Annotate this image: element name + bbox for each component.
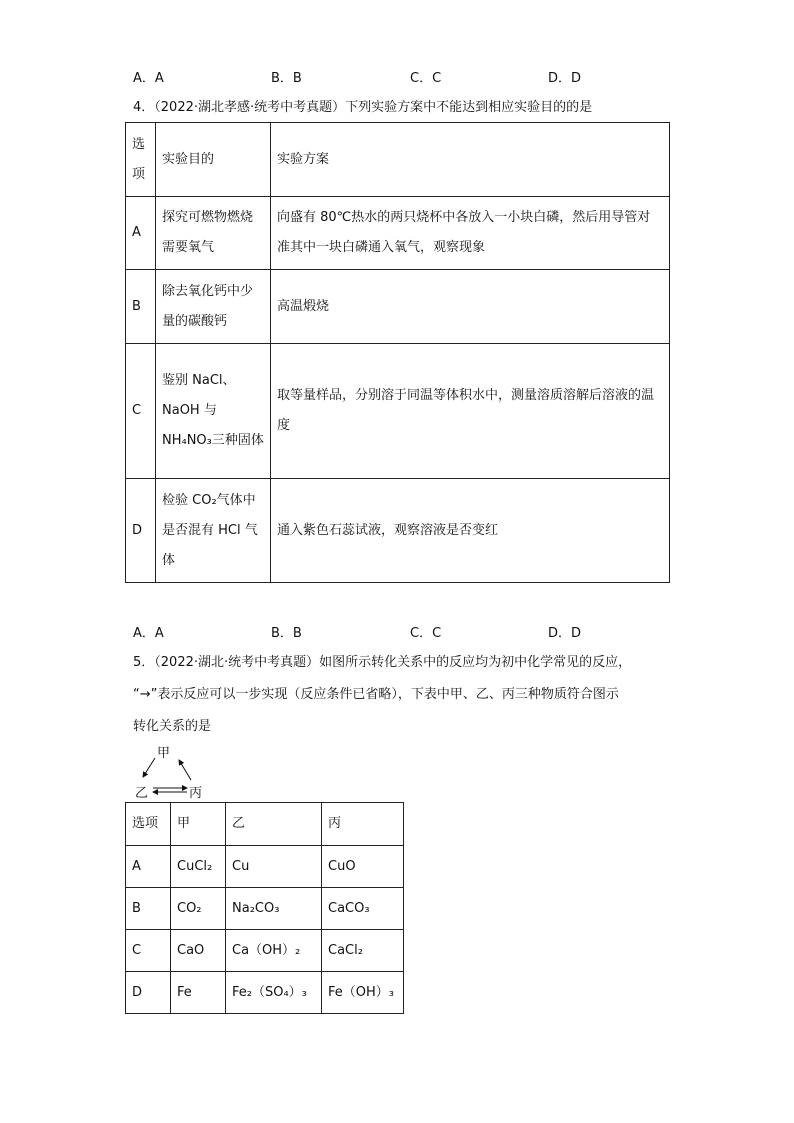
q4-option-d: D．D [548, 626, 582, 641]
q5-cell: D [126, 972, 171, 1014]
q5-header-bing: 丙 [322, 803, 404, 846]
q4-row-plan: 高温煅烧 [271, 270, 670, 344]
q4-row-plan: 通入紫色石蕊试液，观察溶液是否变红 [271, 479, 670, 583]
table-row [126, 972, 404, 1014]
q5-cell: CuO [322, 846, 404, 888]
conversion-diagram [133, 742, 223, 802]
q5-cell: CaO [171, 930, 226, 972]
q3-option-c: C．C [410, 71, 442, 86]
arrow-right-to-top [179, 760, 191, 780]
q3-option-d: D．D [548, 71, 582, 86]
q5-cell: Fe（OH）₃ [322, 972, 404, 1014]
q4-row-goal: 除去氧化钙中少量的碳酸钙 [156, 270, 271, 344]
q4-options [133, 622, 653, 640]
q5-cell: Cu [226, 846, 322, 888]
q5-cell: B [126, 888, 171, 930]
q5-cell: Na₂CO₃ [226, 888, 322, 930]
q5-table [125, 802, 404, 1014]
q4-option-a: A．A [133, 626, 164, 641]
table-row [126, 479, 670, 583]
q4-header-goal: 实验目的 [156, 123, 271, 197]
q3-option-b: B．B [271, 71, 302, 86]
q5-cell: Fe₂（SO₄）₃ [226, 972, 322, 1014]
table-row [126, 344, 670, 479]
q5-cell: CO₂ [171, 888, 226, 930]
q4-row-goal: 探究可燃物燃烧需要氧气 [156, 197, 271, 270]
q4-row-option: C [126, 344, 156, 479]
q4-header-option: 选项 [126, 123, 156, 197]
q4-row-goal: 检验 CO₂气体中是否混有 HCl 气体 [156, 479, 271, 583]
q4-row-option: D [126, 479, 156, 583]
q4-row-plan: 向盛有 80℃热水的两只烧杯中各放入一小块白磷，然后用导管对准其中一块白磷通入氧气，观察现象 [271, 197, 670, 270]
q4-row-plan: 取等量样品，分别溶于同温等体积水中，测量溶质溶解后溶液的温度 [271, 344, 670, 479]
diagram-arrows [133, 742, 223, 802]
q5-cell: CaCl₂ [322, 930, 404, 972]
arrow-top-to-left [143, 758, 155, 777]
q4-row-goal: 鉴别 NaCl、NaOH 与 NH₄NO₃三种固体 [156, 344, 271, 479]
q3-options [133, 67, 653, 85]
q5-cell: CuCl₂ [171, 846, 226, 888]
table-row [126, 846, 404, 888]
table-row [126, 270, 670, 344]
q5-cell: CaCO₃ [322, 888, 404, 930]
q5-cell: C [126, 930, 171, 972]
q4-table [125, 122, 670, 583]
q5-header-jia: 甲 [171, 803, 226, 846]
q5-header-yi: 乙 [226, 803, 322, 846]
q4-option-b: B．B [271, 626, 302, 641]
q4-option-c: C．C [410, 626, 442, 641]
q5-stem-line3: 转化关系的是 [133, 719, 212, 734]
table-row [126, 930, 404, 972]
diagram-node-left: 乙 [135, 786, 149, 801]
q5-header-row [126, 803, 404, 846]
q3-option-a: A．A [133, 71, 164, 86]
q5-cell: Ca（OH）₂ [226, 930, 322, 972]
q5-cell: A [126, 846, 171, 888]
q4-header-row [126, 123, 670, 197]
diagram-node-top: 甲 [157, 746, 171, 761]
table-row [126, 888, 404, 930]
q4-row-option: B [126, 270, 156, 344]
q5-header-option: 选项 [126, 803, 171, 846]
q4-row-option: A [126, 197, 156, 270]
q4-stem: 4．（2022·湖北孝感·统考中考真题）下列实验方案中不能达到相应实验目的的是 [133, 100, 593, 115]
q5-cell: Fe [171, 972, 226, 1014]
table-row [126, 197, 670, 270]
q5-stem-line1: 5．（2022·湖北·统考中考真题）如图所示转化关系中的反应均为初中化学常见的反应， [133, 655, 632, 670]
q4-header-plan: 实验方案 [271, 123, 670, 197]
q5-stem-line2: “→”表示反应可以一步实现（反应条件已省略），下表中甲、乙、丙三种物质符合图示 [133, 687, 619, 702]
diagram-node-right: 丙 [189, 786, 203, 801]
